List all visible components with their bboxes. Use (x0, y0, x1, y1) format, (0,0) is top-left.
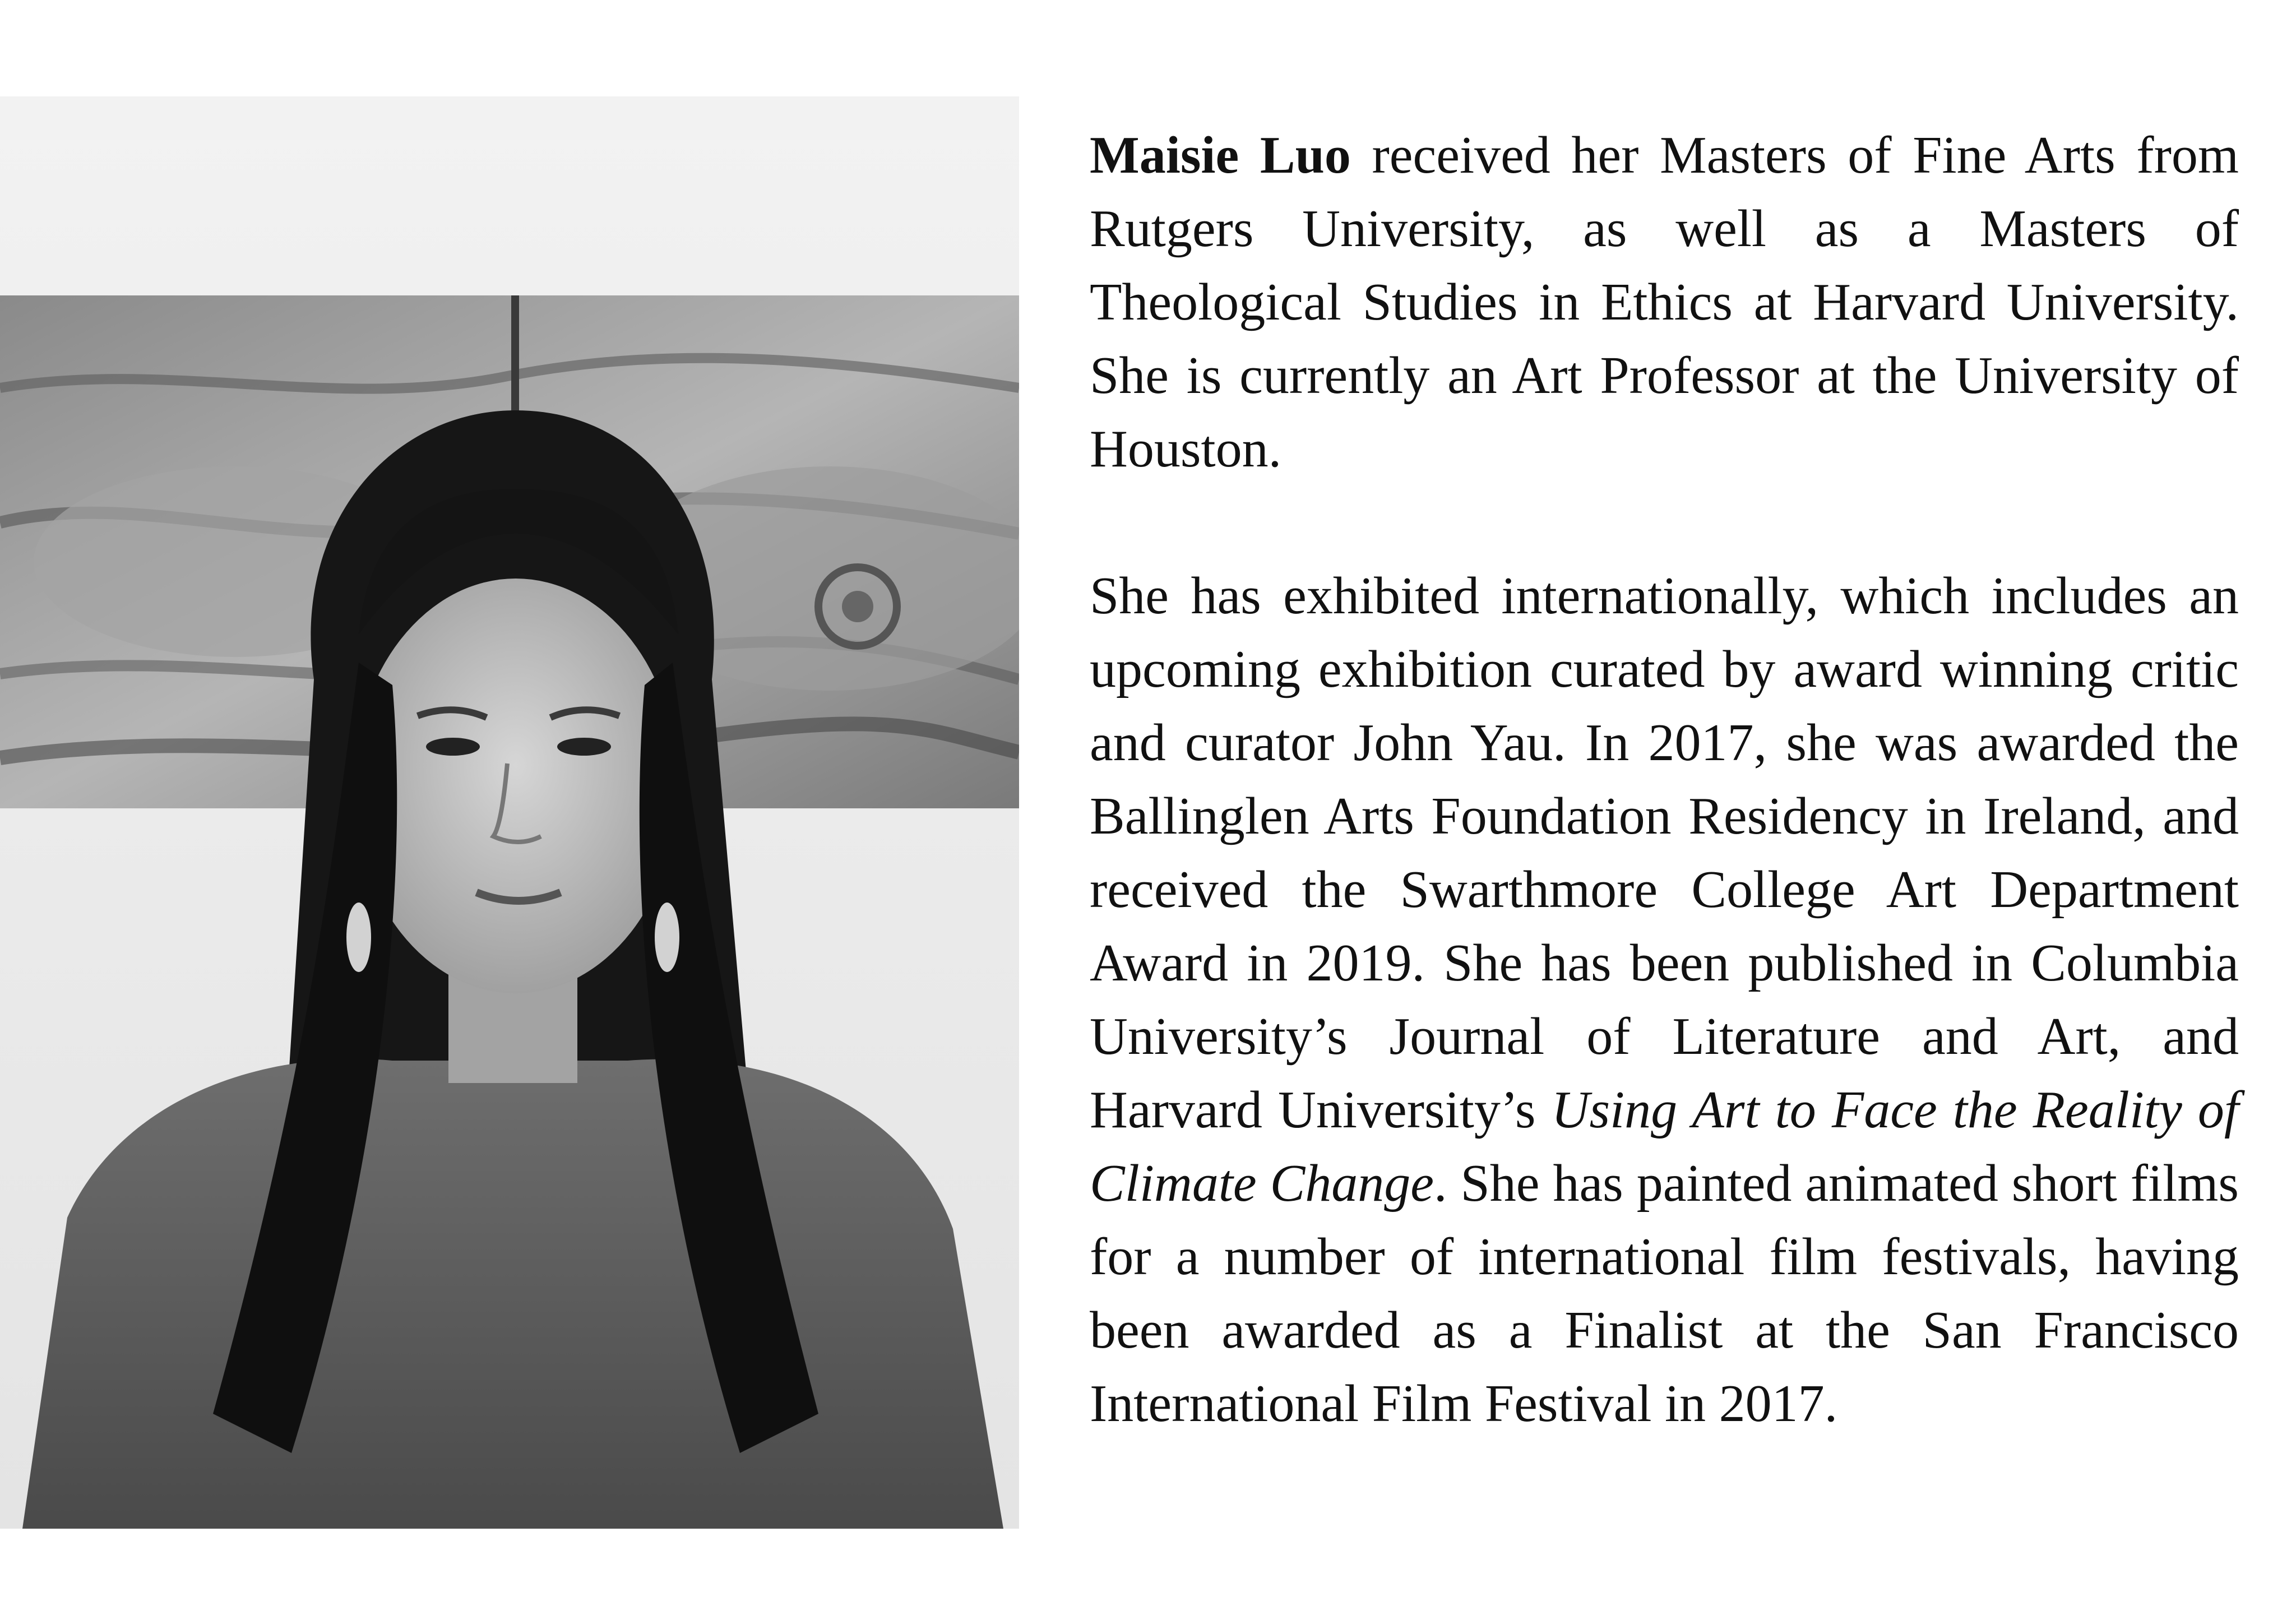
bio-paragraph-1 (1090, 119, 2239, 486)
artist-name: Maisie Luo (1090, 126, 1351, 184)
portrait-photo (0, 96, 1019, 1529)
bio-text (1090, 119, 2239, 1441)
bio-paragraph-2-text-a: She has exhibited internationally, which includes an upcoming exhibition curated by award winning critic and curator John Yau. In 2017, she was awarded the Ballinglen Arts Foundation Residency in Ireland, and received the Swarthmore College Art Department Award in 2019. She has been published in Columbia University’s Journal of Literature and Art, and Harvard University’s (1090, 567, 2239, 1139)
publication-title: Using Art to Face the Reality of Climate Change (1090, 1081, 2239, 1213)
bio-paragraph-1-text: received her Masters of Fine Arts from Rutgers University, as well as a Masters of Theological Studies in Ethics at Harvard University. She is currently an Art Professor at the University of Houston. (1090, 126, 2239, 478)
bio-paragraph-2-text-b: . She has painted animated short films for a number of international film festivals, having been awarded as a Finalist at the San Francisco International Film Festival in 2017. (1090, 1154, 2239, 1433)
bio-paragraph-2 (1090, 559, 2239, 1441)
